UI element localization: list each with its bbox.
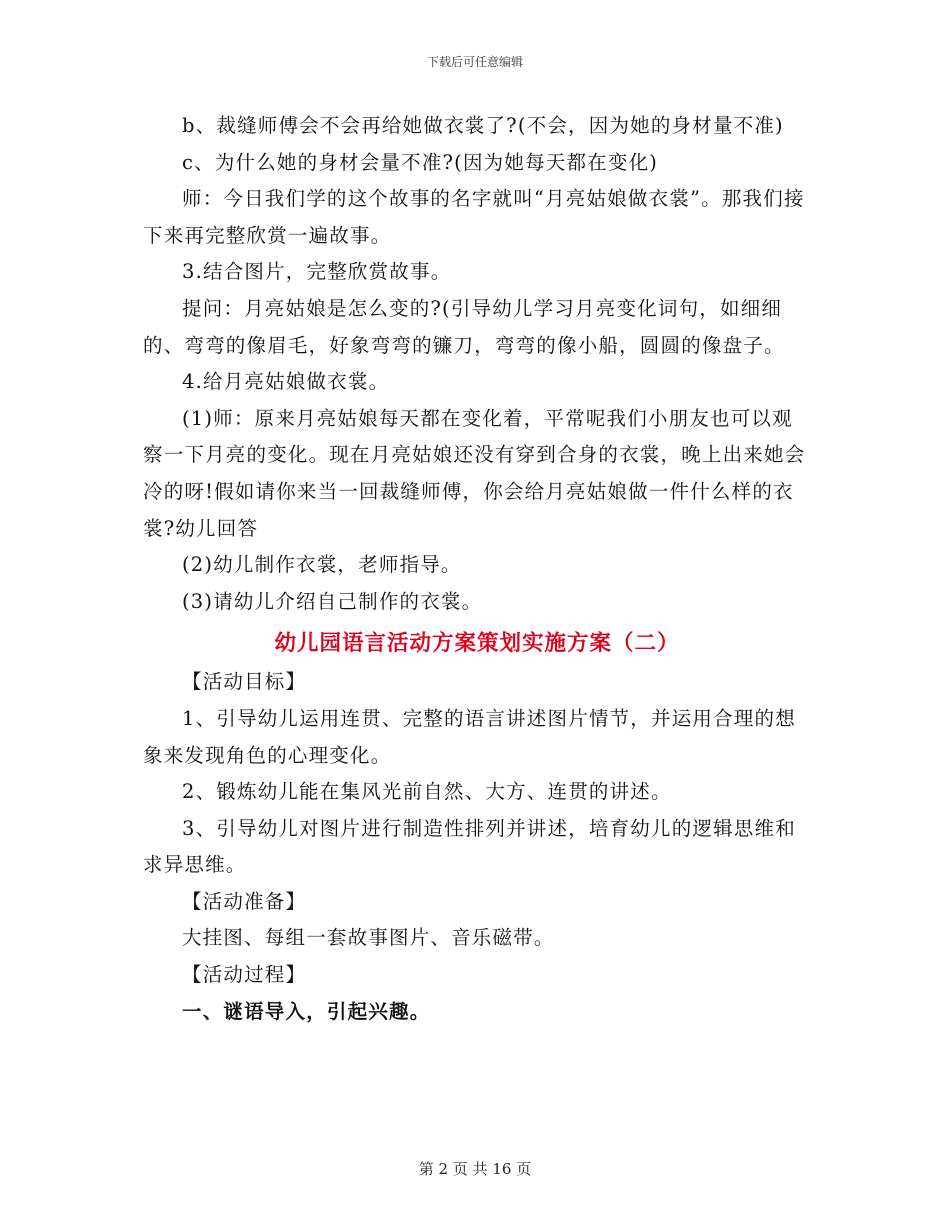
goal-item: 2、锻炼幼儿能在集风光前自然、大方、连贯的讲述。 [182,780,672,804]
section-title: 幼儿园语言活动方案策划实施方案（二） [274,631,680,657]
page-header: 下载后可任意编辑 [426,55,523,69]
goal-item: 1、引导幼儿运用连贯、完整的语言讲述图片情节，并运用合理的想象来发现角色的心理变化。 [143,706,796,767]
page-footer: 第 2 页 共 16 页 [418,1160,532,1178]
document-body [143,108,811,1030]
process-heading: 【活动过程】 [182,963,307,987]
paragraph: 4.给月亮姑娘做衣裳。 [182,370,390,394]
paragraph: (3)请幼儿介绍自己制作的衣裳。 [182,589,483,613]
paragraph: (2)幼儿制作衣裳，老师指导。 [182,553,462,577]
goal-item: 3、引导幼儿对图片进行制造性排列并讲述，培育幼儿的逻辑思维和求异思维。 [143,816,796,877]
paragraph: 3.结合图片，完整欣赏故事。 [182,260,452,284]
goal-heading: 【活动目标】 [182,670,307,694]
process-step-heading: 一、谜语导入，引起兴趣。 [182,999,431,1023]
paragraph: b、裁缝师傅会不会再给她做衣裳了?(不会，因为她的身材量不准) [182,114,784,137]
prep-heading: 【活动准备】 [182,889,307,913]
paragraph: (1)师：原来月亮姑娘每天都在变化着，平常呢我们小朋友也可以观察一下月亮的变化。现在月亮姑娘还没有穿到合身的衣裳，晚上出来她会冷的呀!假如请你来当一回裁缝师傅，你会给月亮姑娘做一件什么样的衣裳?幼儿回答 [143,406,806,540]
paragraph: 提问：月亮姑娘是怎么变的?(引导幼儿学习月亮变化词句，如细细的、弯弯的像眉毛，好象弯弯的镰刀，弯弯的像小船，圆圆的像盘子。 [143,296,785,357]
prep-text: 大挂图、每组一套故事图片、音乐磁带。 [182,926,555,950]
paragraph: c、为什么她的身材会量不准?(因为她每天都在变化) [182,150,659,174]
paragraph: 师：今日我们学的这个故事的名字就叫“月亮姑娘做衣裳”。那我们接下来再完整欣赏一遍故事。 [143,187,805,247]
